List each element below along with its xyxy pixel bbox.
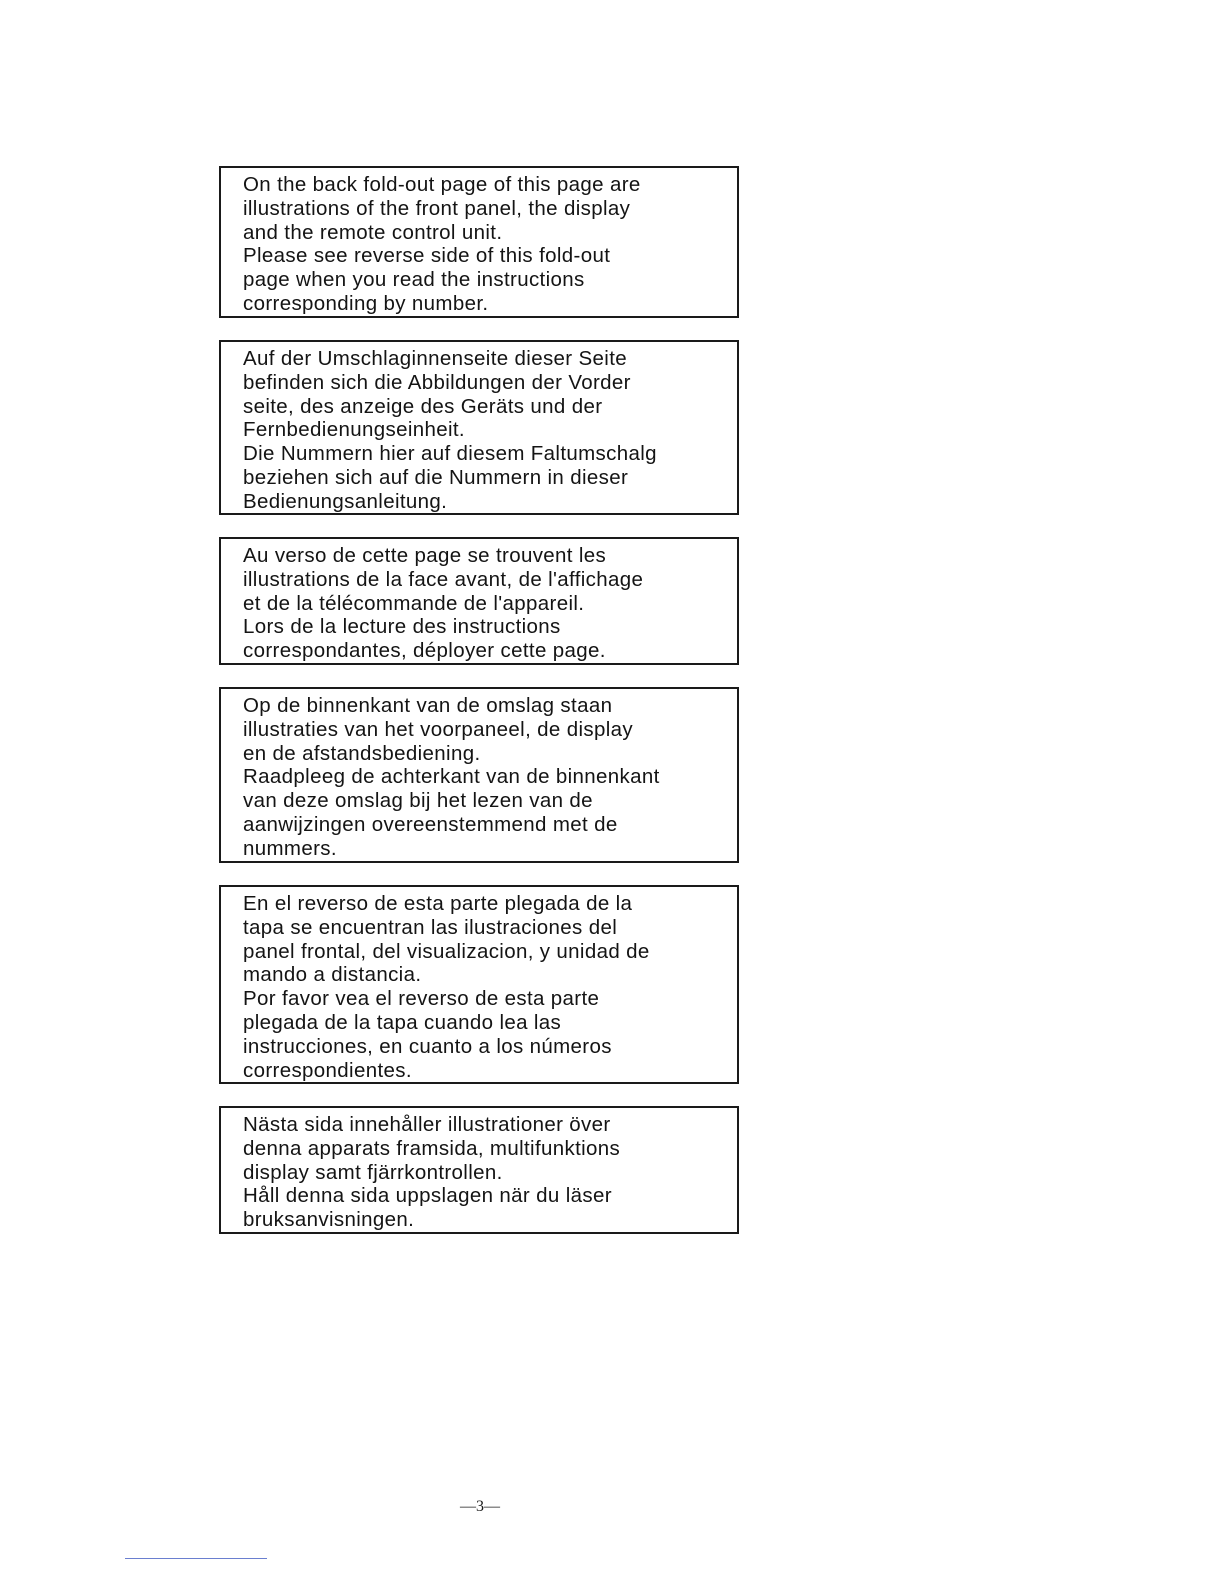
notice-box-dutch <box>219 687 739 863</box>
notice-line: beziehen sich auf die Nummern in dieser <box>243 465 629 489</box>
notice-line: instrucciones, en cuanto a los números <box>243 1034 612 1058</box>
notice-line: denna apparats framsida, multifunktions <box>243 1136 621 1160</box>
notice-line: Die Nummern hier auf diesem Faltumschalg <box>243 442 657 466</box>
notice-line: et de la télécommande de l'appareil. <box>243 591 585 615</box>
notice-line: illustraties van het voorpaneel, de display <box>243 717 633 741</box>
notice-line: display samt fjärrkontrollen. <box>243 1160 503 1184</box>
notice-box-german <box>219 340 739 515</box>
bottom-rule <box>125 1558 267 1559</box>
notice-line: aanwijzingen overeenstemmend met de <box>243 812 618 836</box>
notice-line: En el reverso de esta parte plegada de la <box>243 892 633 915</box>
notice-box-english <box>219 166 739 318</box>
notice-line: Please see reverse side of this fold-out <box>243 244 611 268</box>
notice-line: Bedienungsanleitung. <box>243 489 448 513</box>
notice-line: Por favor vea el reverso de esta parte <box>243 987 600 1011</box>
notice-line: mando a distancia. <box>243 963 422 987</box>
notice-box-spanish <box>219 885 739 1084</box>
notice-box-swedish <box>219 1106 739 1234</box>
notice-line: bruksanvisningen. <box>243 1208 415 1232</box>
notice-line: Au verso de cette page se trouvent les <box>243 544 607 567</box>
notice-line: illustrations of the front panel, the display <box>243 196 631 220</box>
notice-line: befinden sich die Abbildungen der Vorder <box>243 370 631 394</box>
notice-line: tapa se encuentran las ilustraciones del <box>243 915 618 939</box>
notice-line: nummers. <box>243 836 337 860</box>
page-number: —3— <box>460 1498 500 1515</box>
notice-line: illustrations de la face avant, de l'affichage <box>243 567 644 591</box>
notice-box-french <box>219 537 739 665</box>
notice-line: correspondantes, déployer cette page. <box>243 639 606 663</box>
notice-line: and the remote control unit. <box>243 220 503 244</box>
notice-line: van deze omslag bij het lezen van de <box>243 789 593 813</box>
notice-line: en de afstandsbediening. <box>243 741 481 765</box>
notice-line: Raadpleeg de achterkant van de binnenkant <box>243 765 660 789</box>
notice-line: On the back fold-out page of this page are <box>243 173 641 196</box>
notice-line: Håll denna sida uppslagen när du läser <box>243 1184 612 1208</box>
notice-line: Op de binnenkant van de omslag staan <box>243 694 613 717</box>
notice-line: corresponding by number. <box>243 291 489 315</box>
notice-line: Auf der Umschlaginnenseite dieser Seite <box>243 347 627 370</box>
notice-line: correspondientes. <box>243 1058 412 1082</box>
notice-line: seite, des anzeige des Geräts und der <box>243 394 603 418</box>
notice-line: Fernbedienungseinheit. <box>243 418 465 442</box>
notice-line: Nästa sida innehåller illustrationer över <box>243 1113 611 1136</box>
notice-line: plegada de la tapa cuando lea las <box>243 1010 562 1034</box>
notice-line: panel frontal, del visualizacion, y unidad de <box>243 939 650 963</box>
notice-line: Lors de la lecture des instructions <box>243 615 561 639</box>
notice-line: page when you read the instructions <box>243 268 585 292</box>
